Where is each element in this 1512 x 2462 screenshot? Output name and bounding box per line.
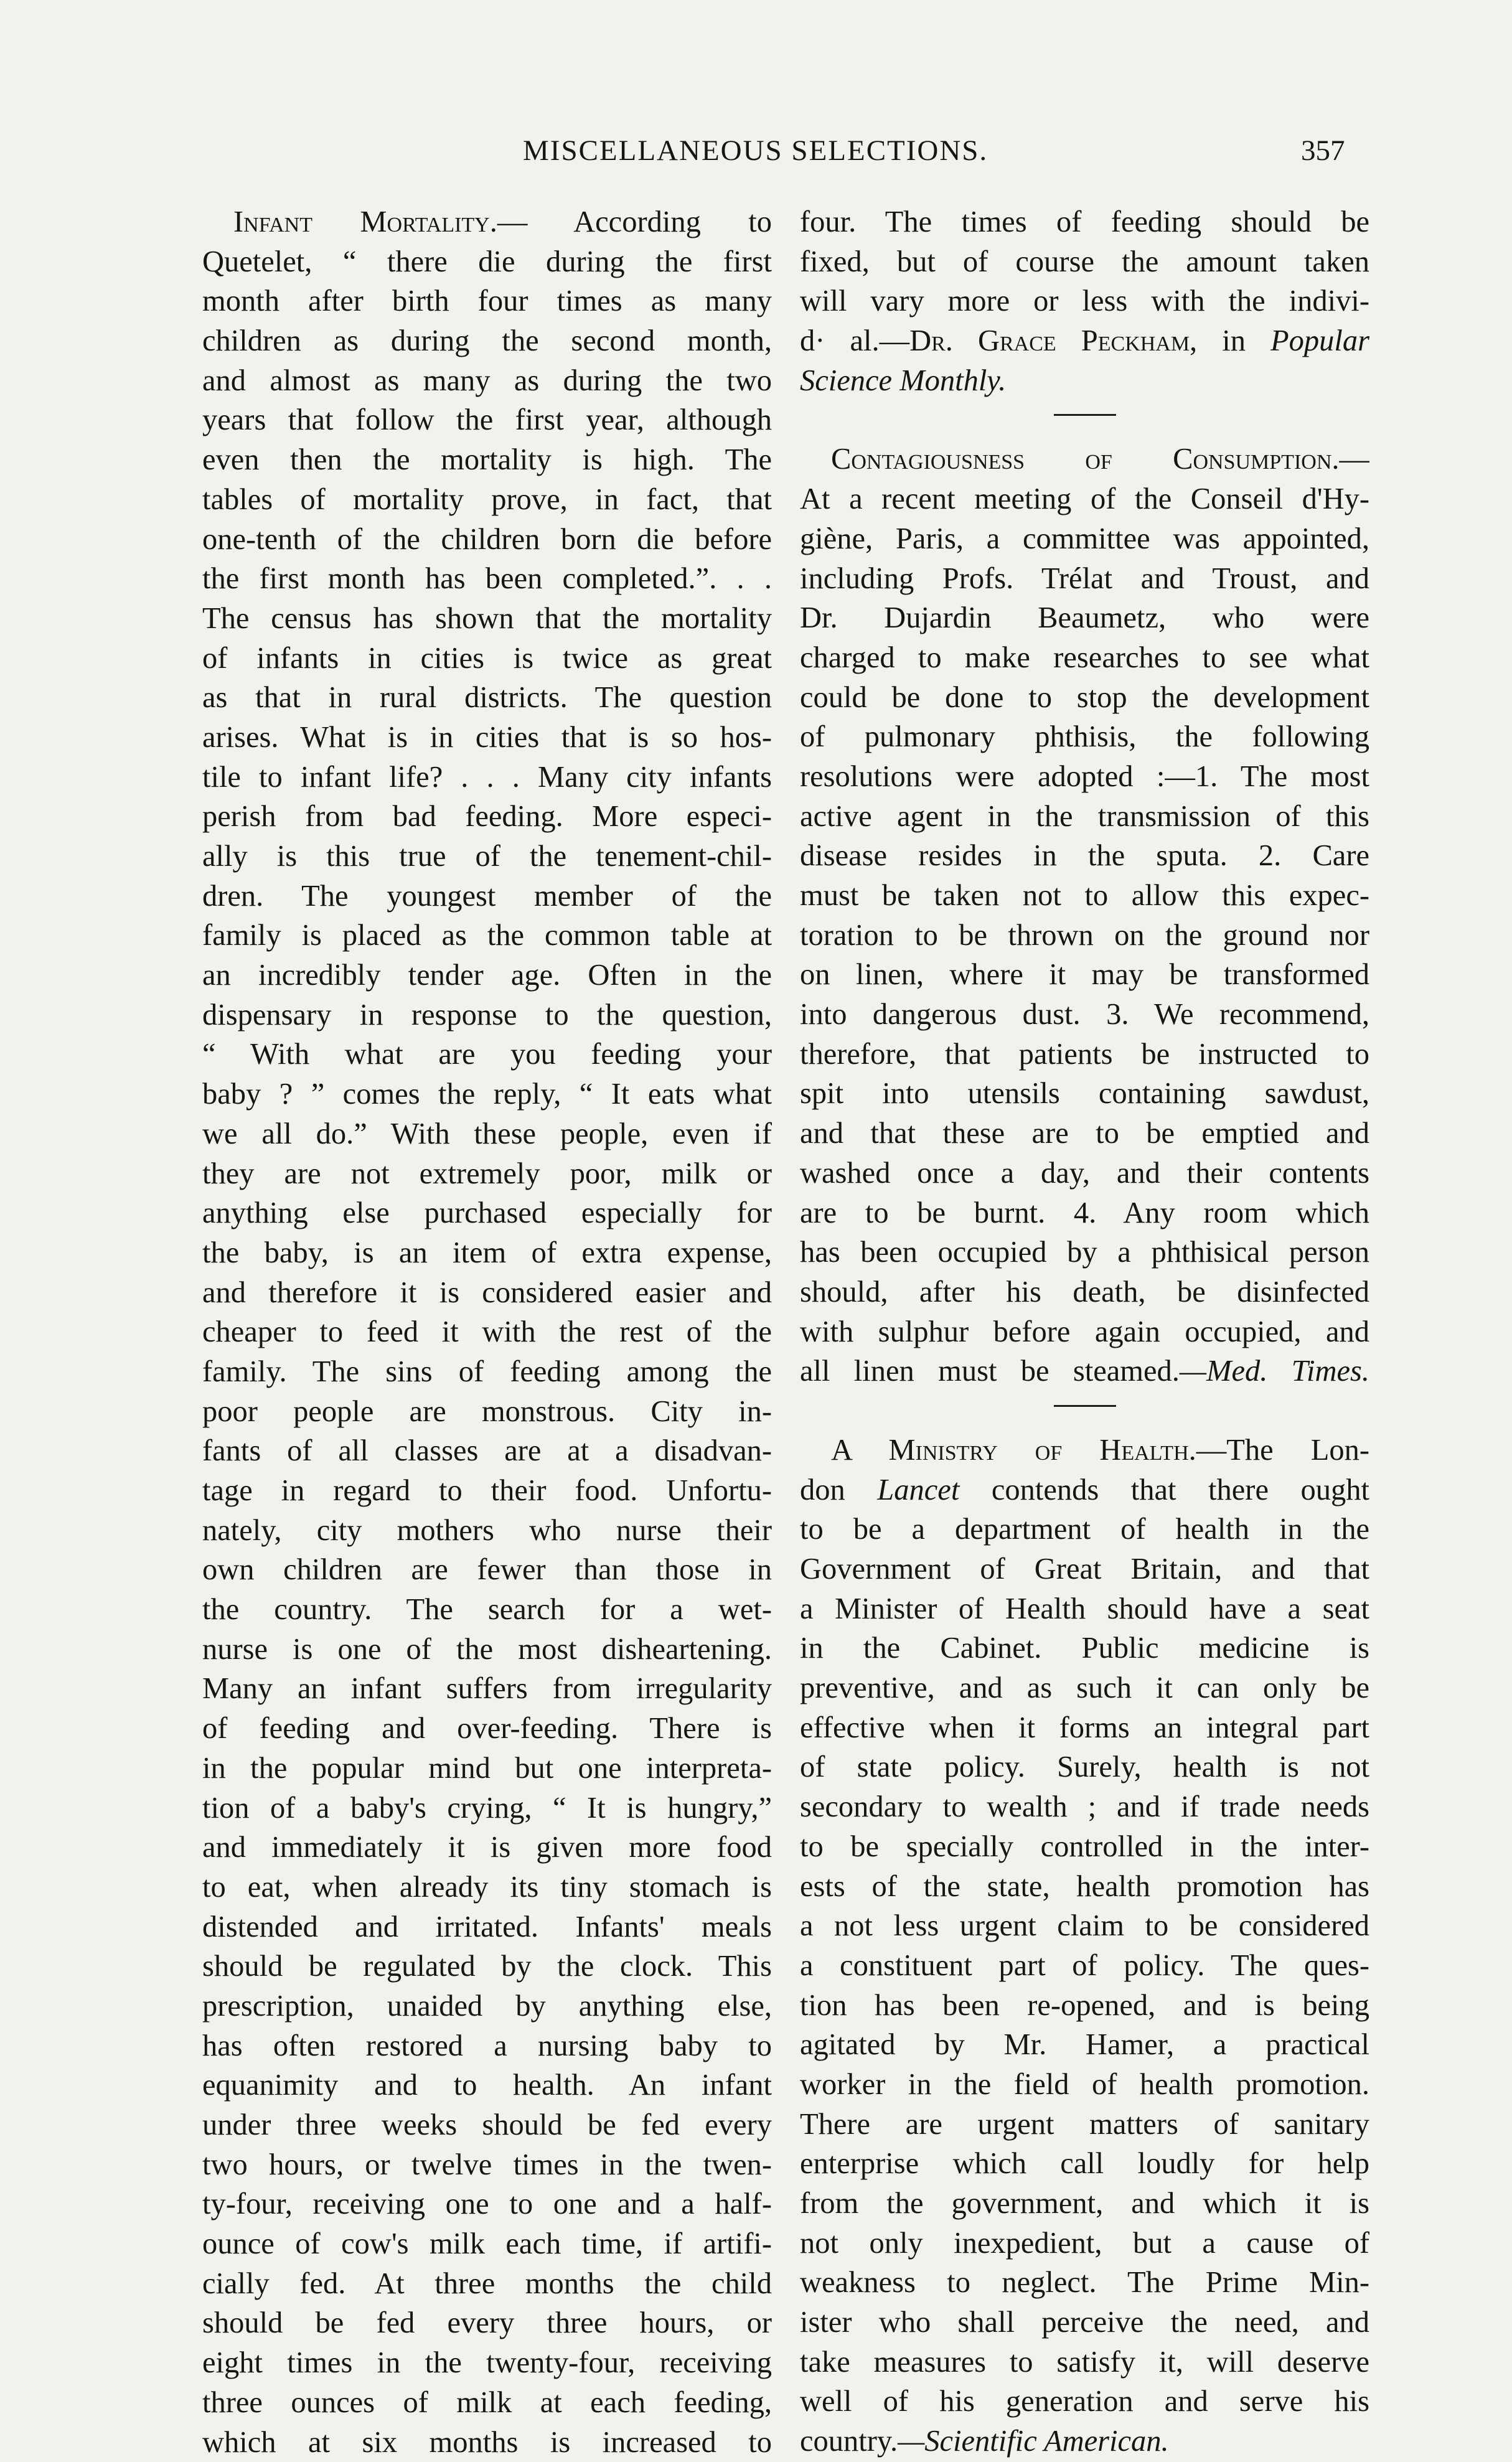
text-line: cheaper to feed it with the rest of the <box>202 1312 772 1352</box>
text-line: on linen, where it may be transformed <box>800 955 1369 995</box>
text-line: weakness to neglect. The Prime Min- <box>800 2263 1369 2303</box>
text-line <box>800 2422 1369 2461</box>
text-line: worker in the field of health promotion. <box>800 2065 1369 2105</box>
text-line: tion has been re-opened, and is being <box>800 1986 1369 2026</box>
article-heading: A Ministry of Health. <box>831 1434 1196 1467</box>
text-line: to be a department of health in the <box>800 1510 1369 1549</box>
text-line: fants of all classes are at a disadvan- <box>202 1431 772 1471</box>
text-line: as that in rural districts. The question <box>202 678 772 718</box>
text-line: cially fed. At three months the child <box>202 2264 772 2304</box>
text-line: nurse is one of the most disheartening. <box>202 1630 772 1670</box>
text-line: own children are fewer than those in <box>202 1550 772 1590</box>
text-line: even then the mortality is high. The <box>202 440 772 480</box>
text-line: ister who shall perceive the need, and <box>800 2303 1369 2342</box>
text-line: eight times in the twenty-four, receiving <box>202 2343 772 2383</box>
text-line: toration to be thrown on the ground nor <box>800 916 1369 956</box>
text-line: are to be burnt. 4. Any room which <box>800 1193 1369 1233</box>
text-line: to be specially controlled in the inter- <box>800 1827 1369 1867</box>
text-run: — <box>1340 443 1370 476</box>
text-line: should, after his death, be disinfected <box>800 1272 1369 1312</box>
text-line: Dr. Dujardin Beaumetz, who were <box>800 598 1369 638</box>
text-line: in the Cabinet. Public medicine is <box>800 1628 1369 1668</box>
text-line: “ With what are you feeding your <box>202 1035 772 1074</box>
text-line: ests of the state, health promotion has <box>800 1867 1369 1907</box>
text-line: we all do.” With these people, even if <box>202 1114 772 1154</box>
text-line: four. The times of feeding should be <box>800 202 1369 242</box>
text-line: of state policy. Surely, health is not <box>800 1747 1369 1787</box>
text-line: dispensary in response to the question, <box>202 995 772 1035</box>
text-line: not only inexpedient, but a cause of <box>800 2224 1369 2263</box>
attribution-source: Popular <box>1270 324 1369 357</box>
text-line: spit into utensils containing sawdust, <box>800 1074 1369 1114</box>
article-infant-mortality-continued <box>800 202 1369 400</box>
text-run: in <box>1197 324 1270 357</box>
article-heading: Infant Mortality. <box>233 205 497 238</box>
text-line: a Minister of Health should have a seat <box>800 1589 1369 1629</box>
text-line: active agent in the transmission of this <box>800 797 1369 837</box>
text-line: a not less urgent claim to be considered <box>800 1906 1369 1946</box>
text-line: in the popular mind but one interpreta- <box>202 1749 772 1788</box>
text-line: perish from bad feeding. More especi- <box>202 797 772 837</box>
text-line: the country. The search for a wet- <box>202 1590 772 1630</box>
text-run: country. <box>800 2425 898 2458</box>
text-line: one-tenth of the children born die before <box>202 520 772 560</box>
publication-name: Lancet <box>877 1473 959 1506</box>
attribution-source: —Med. Times. <box>1180 1355 1369 1388</box>
text-run: don <box>800 1473 877 1506</box>
text-line <box>800 1351 1369 1391</box>
text-run: — According to <box>497 205 772 238</box>
text-line: take measures to satisfy it, will deserve <box>800 2342 1369 2382</box>
text-line: could be done to stop the development <box>800 678 1369 718</box>
text-line: tile to infant life? . . . Many city infants <box>202 758 772 797</box>
text-line: resolutions were adopted :—1. The most <box>800 757 1369 797</box>
text-line: must be taken not to allow this expec- <box>800 876 1369 916</box>
text-line: tables of mortality prove, in fact, that <box>202 480 772 520</box>
attribution-source: Science Monthly. <box>800 364 1006 397</box>
text-line: should be fed every three hours, or <box>202 2303 772 2343</box>
text-line: a constituent part of policy. The ques- <box>800 1946 1369 1986</box>
text-line: family is placed as the common table at <box>202 916 772 956</box>
text-line: month after birth four times as many <box>202 281 772 321</box>
text-line: should be regulated by the clock. This <box>202 1947 772 1986</box>
text-line: giène, Paris, a committee was appointed, <box>800 519 1369 559</box>
text-line: effective when it forms an integral part <box>800 1708 1369 1748</box>
text-line: and therefore it is considered easier and <box>202 1273 772 1313</box>
text-line: Government of Great Britain, and that <box>800 1549 1369 1589</box>
text-line: There are urgent matters of sanitary <box>800 2105 1369 2145</box>
section-divider <box>1054 414 1116 416</box>
article-contagiousness-of-consumption <box>800 439 1369 1391</box>
text-line: they are not extremely poor, milk or <box>202 1154 772 1194</box>
text-line: poor people are monstrous. City in- <box>202 1392 772 1432</box>
text-run: d· al. <box>800 324 880 357</box>
text-line <box>800 321 1369 361</box>
text-line: At a recent meeting of the Conseil d'Hy- <box>800 479 1369 519</box>
text-line: well of his generation and serve his <box>800 2382 1369 2422</box>
text-line: of infants in cities is twice as great <box>202 639 772 679</box>
text-line: into dangerous dust. 3. We recommend, <box>800 995 1369 1035</box>
text-line: of feeding and over-feeding. There is <box>202 1709 772 1749</box>
text-line: which at six months is increased to <box>202 2423 772 2462</box>
text-line: an incredibly tender age. Often in the <box>202 956 772 995</box>
text-line: The census has shown that the mortality <box>202 599 772 639</box>
text-line <box>202 202 772 242</box>
text-line: dren. The youngest member of the <box>202 876 772 916</box>
text-line: including Profs. Trélat and Troust, and <box>800 559 1369 599</box>
text-line: and almost as many as during the two <box>202 361 772 401</box>
text-line: baby ? ” comes the reply, “ It eats what <box>202 1074 772 1114</box>
text-line: disease resides in the sputa. 2. Care <box>800 836 1369 876</box>
article-infant-mortality <box>202 202 772 2462</box>
text-line: anything else purchased especially for <box>202 1193 772 1233</box>
text-line: the baby, is an item of extra expense, <box>202 1233 772 1273</box>
text-run: contends that there ought <box>959 1473 1369 1506</box>
text-line: children as during the second month, <box>202 321 772 361</box>
text-line: family. The sins of feeding among the <box>202 1352 772 1392</box>
text-line: prescription, unaided by anything else, <box>202 1986 772 2026</box>
text-line: will vary more or less with the indivi- <box>800 281 1369 321</box>
text-line: ounce of cow's milk each time, if artifi- <box>202 2224 772 2264</box>
text-line: to eat, when already its tiny stomach is <box>202 1868 772 1907</box>
text-line: of pulmonary phthisis, the following <box>800 717 1369 757</box>
text-line: Many an infant suffers from irregularity <box>202 1669 772 1709</box>
text-line: under three weeks should be fed every <box>202 2105 772 2145</box>
text-line: enterprise which call loudly for help <box>800 2144 1369 2184</box>
text-line: and immediately it is given more food <box>202 1828 772 1868</box>
text-line: years that follow the first year, although <box>202 400 772 440</box>
page-number: 357 <box>1301 134 1345 167</box>
article-heading: Contagiousness of Consumption. <box>831 443 1340 476</box>
text-line <box>800 1470 1369 1510</box>
text-line: distended and irritated. Infants' meals <box>202 1907 772 1947</box>
attribution-source: —Scientific American. <box>898 2425 1169 2458</box>
text-line: tage in regard to their food. Unfortu- <box>202 1471 772 1511</box>
text-line: fixed, but of course the amount taken <box>800 242 1369 282</box>
text-line: secondary to wealth ; and if trade needs <box>800 1787 1369 1827</box>
text-line: agitated by Mr. Hamer, a practical <box>800 2025 1369 2065</box>
text-run: all linen must be steamed. <box>800 1355 1180 1388</box>
text-line: preventive, and as such it can only be <box>800 1668 1369 1708</box>
text-line: three ounces of milk at each feeding, <box>202 2383 772 2423</box>
text-line: has been occupied by a phthisical person <box>800 1233 1369 1272</box>
text-line <box>800 1431 1369 1470</box>
text-line: Quetelet, “ there die during the first <box>202 242 772 282</box>
right-column <box>800 202 1369 2461</box>
text-line: arises. What is in cities that is so hos- <box>202 718 772 758</box>
left-column <box>202 202 772 2462</box>
text-line: therefore, that patients be instructed to <box>800 1035 1369 1074</box>
text-line: from the government, and which it is <box>800 2184 1369 2224</box>
section-divider <box>1054 1405 1116 1407</box>
text-line: with sulphur before again occupied, and <box>800 1312 1369 1352</box>
text-line: nately, city mothers who nurse their <box>202 1511 772 1551</box>
text-line: charged to make researches to see what <box>800 638 1369 678</box>
text-line: has often restored a nursing baby to <box>202 2026 772 2066</box>
text-line: and that these are to be emptied and <box>800 1114 1369 1153</box>
text-line: tion of a baby's crying, “ It is hungry,” <box>202 1788 772 1828</box>
running-head-title: MISCELLANEOUS SELECTIONS. <box>523 134 988 167</box>
text-line: two hours, or twelve times in the twen- <box>202 2145 772 2185</box>
article-ministry-of-health <box>800 1431 1369 2461</box>
text-run: —The Lon- <box>1196 1434 1369 1467</box>
text-line: ally is this true of the tenement-chil- <box>202 837 772 876</box>
text-line: ty-four, receiving one to one and a half- <box>202 2184 772 2224</box>
text-line: the first month has been completed.”. . . <box>202 559 772 599</box>
attribution-author: —Dr. Grace Peckham, <box>880 324 1198 357</box>
text-line: washed once a day, and their contents <box>800 1153 1369 1193</box>
text-line <box>800 361 1369 401</box>
text-line: equanimity and to health. An infant <box>202 2065 772 2105</box>
text-line <box>800 439 1369 479</box>
